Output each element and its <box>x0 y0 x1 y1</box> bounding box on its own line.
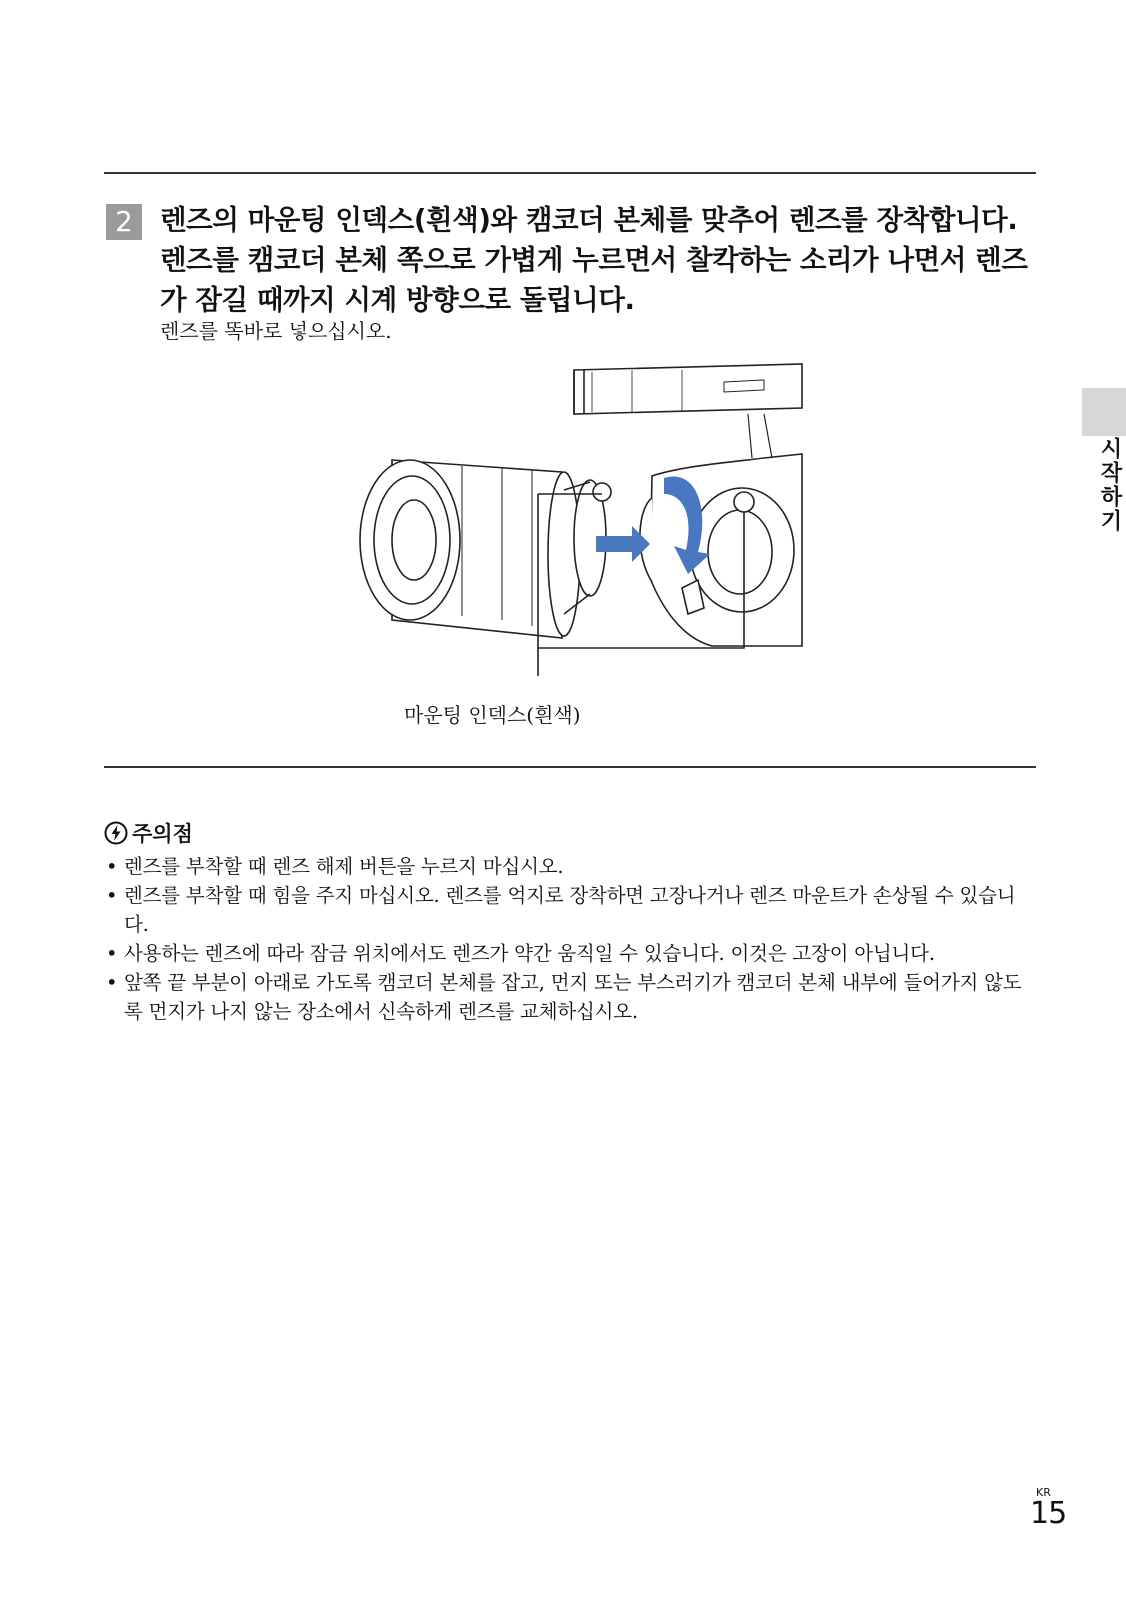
page-language: KR <box>1036 1486 1051 1499</box>
top-divider <box>104 172 1036 174</box>
section-tab-label: 시작하기 <box>1097 437 1122 533</box>
figure-caption: 마운팅 인덱스(흰색) <box>404 703 581 727</box>
note-item: • 렌즈를 부착할 때 힘을 주지 마십시오. 렌즈를 억지로 장착하면 고장나거나 렌즈 마운트가 손상될 수 있습니다. <box>104 881 1034 939</box>
step-title: 렌즈의 마운팅 인덱스(흰색)와 캠코더 본체를 맞추어 렌즈를 장착합니다. 렌즈를 캠코더 본체 쪽으로 가볍게 누르면서 찰칵하는 소리가 나면서 렌즈가 잠길 때까지 시계 방향으로 돌립니다. <box>160 204 1028 316</box>
notes-header <box>104 818 1034 848</box>
notes-section <box>104 818 1034 1026</box>
caution-icon <box>104 821 128 845</box>
camcorder-handle <box>574 364 802 414</box>
step-2-block <box>106 200 1036 320</box>
bottom-divider <box>104 766 1036 768</box>
section-tab <box>1082 388 1126 436</box>
lens-mount-illustration <box>352 358 822 678</box>
lens-index-mark <box>593 483 611 501</box>
notes-title: 주의점 <box>132 822 193 846</box>
step-subtext: 렌즈를 똑바로 넣으십시오. <box>160 319 392 343</box>
note-item: • 앞쪽 끝 부분이 아래로 가도록 캠코더 본체를 잡고, 먼지 또는 부스러기가 캠코더 본체 내부에 들어가지 않도록 먼지가 나지 않는 장소에서 신속하게 렌즈를 교체하십시오. <box>104 968 1034 1026</box>
page-number: 15 <box>1030 1496 1067 1531</box>
note-item: • 사용하는 렌즈에 따라 잠금 위치에서도 렌즈가 약간 움직일 수 있습니다. 이것은 고장이 아닙니다. <box>104 939 1034 968</box>
step-number-badge: 2 <box>106 204 142 240</box>
notes-list <box>104 852 1034 1026</box>
body-index-mark <box>734 492 754 512</box>
note-item: • 렌즈를 부착할 때 렌즈 해제 버튼을 누르지 마십시오. <box>104 852 1034 881</box>
